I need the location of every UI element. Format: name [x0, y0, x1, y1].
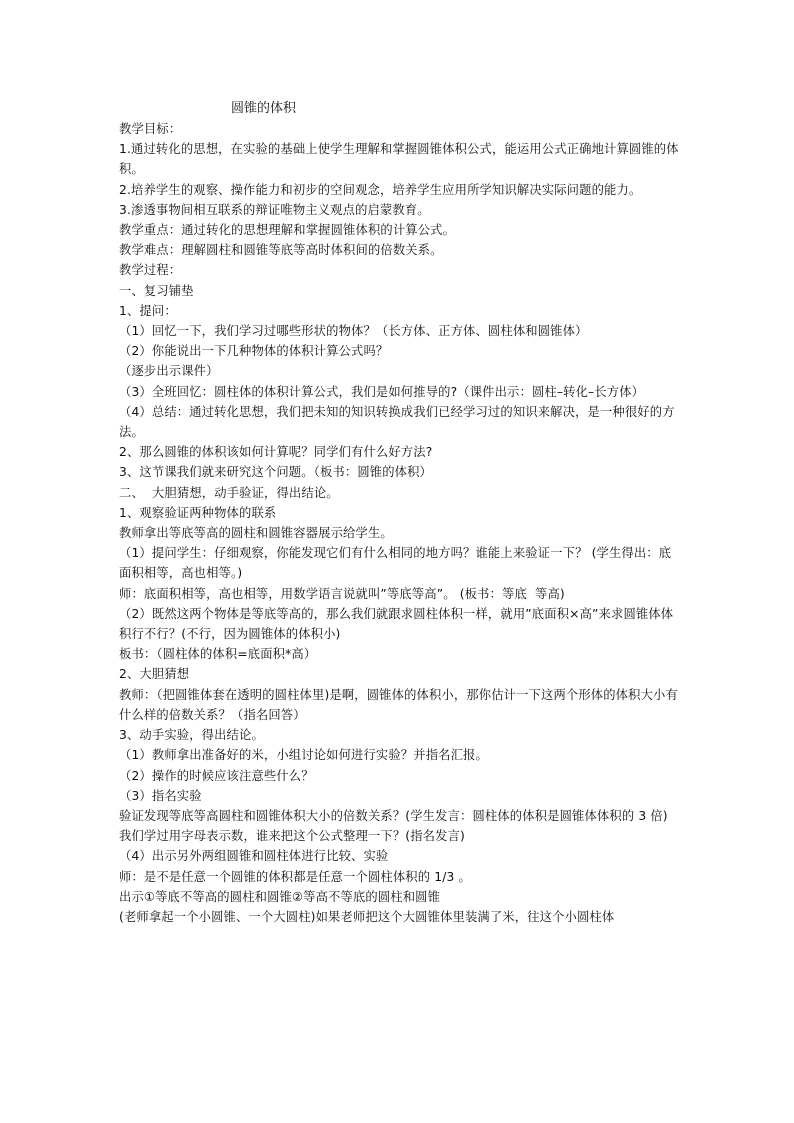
paragraph-line: 教师拿出等底等高的圆柱和圆锥容器展示给学生。: [119, 526, 393, 541]
paragraph-line: 2.培养学生的观察、操作能力和初步的空间观念，培养学生应用所学知识解决实际问题的能力。: [119, 182, 642, 197]
paragraph-line: 教学重点：通过转化的思想理解和掌握圆锥体积的计算公式。: [119, 223, 456, 238]
paragraph-line: 验证发现等底等高圆柱和圆锥体积大小的倍数关系？(学生发言：圆柱体的体积是圆锥体体积的 3 倍): [119, 808, 668, 823]
paragraph-line: （1）教师拿出准备好的米，小组讨论如何进行实验？并指名汇报。: [119, 748, 488, 763]
paragraph-line: 教学过程：: [119, 263, 182, 278]
paragraph-line: （逐步出示课件）: [119, 364, 219, 379]
document-page: [119, 99, 679, 927]
paragraph-line: 2、大胆猜想: [119, 667, 190, 682]
paragraph-line: 3.渗透事物间相互联系的辩证唯物主义观点的启蒙教育。: [119, 202, 430, 217]
document-title: 圆锥的体积: [231, 101, 297, 116]
paragraph-line: （2）既然这两个物体是等底等高的，那么我们就跟求圆柱体积一样，就用”底面积×高”来求圆锥体体积行不行？(不行，因为圆锥体的体积小): [119, 606, 674, 642]
paragraph-line: （2）你能说出一下几种物体的体积计算公式吗？: [119, 344, 389, 359]
paragraph-line: （1）回忆一下，我们学习过哪些形状的物体？（长方体、正方体、圆柱体和圆锥体）: [119, 324, 588, 339]
paragraph-line: 1、观察验证两种物体的联系: [119, 505, 277, 520]
paragraph-line: (老师拿起一个小圆锥、一个大圆柱)如果老师把这个大圆锥体里装满了米，往这个小圆柱体: [119, 909, 615, 924]
paragraph-line: （4）出示另外两组圆锥和圆柱体进行比较、实验: [119, 849, 389, 864]
paragraph-line: （2）操作的时候应该注意些什么？: [119, 768, 314, 783]
paragraph-line: （1）提问学生：仔细观察，你能发现它们有什么相同的地方吗？谁能上来验证一下？ (学生得出：底面积相等，高也相等。): [119, 546, 672, 581]
paragraph-line: 教学难点：理解圆柱和圆锥等底等高时体积间的倍数关系。: [119, 243, 443, 258]
paragraph-line: 3、动手实验，得出结论。: [119, 728, 264, 743]
paragraph-line: 师：是不是任意一个圆锥的体积都是任意一个圆柱体积的 1/3 。: [119, 869, 471, 884]
paragraph-line: 教师：（把圆锥体套在透明的圆柱体里)是啊，圆锥体的体积小，那你估计一下这两个形体的体积大小有什么样的倍数关系？（指名回答）: [119, 687, 678, 722]
paragraph-line: 2、那么圆锥的体积该如何计算呢？同学们有什么好方法?: [119, 445, 433, 460]
paragraph-line: （3）指名实验: [119, 788, 202, 803]
paragraph-line: 师：底面积相等，高也相等，用数学语言说就叫”等底等高”。 (板书：等底 等高): [119, 586, 565, 601]
paragraph-line: 1、提问：: [119, 303, 177, 318]
paragraph-line: （4）总结：通过转化思想，我们把未知的知识转换成我们已经学习过的知识来解决，是一种很好的方法。: [119, 404, 675, 440]
paragraph-line: 一、复习铺垫: [119, 283, 194, 298]
paragraph-line: 我们学过用字母表示数，谁来把这个公式整理一下？(指名发言): [119, 829, 465, 844]
paragraph-line: 二、 大胆猜想，动手验证，得出结论。: [119, 485, 339, 500]
paragraph-line: 教学目标：: [119, 122, 182, 136]
paragraph-line: 出示①等底不等高的圆柱和圆锥②等高不等底的圆柱和圆锥: [119, 889, 441, 904]
paragraph-line: 1.通过转化的思想，在实验的基础上使学生理解和掌握圆锥体积公式，能运用公式正确地计算圆锥的体积。: [119, 142, 679, 177]
paragraph-line: 3、这节课我们就来研究这个问题。（板书：圆锥的体积）: [119, 465, 432, 480]
document-body: [119, 119, 679, 927]
paragraph-line: 板书：（圆柱体的体积=底面积*高）: [119, 647, 317, 662]
paragraph-line: （3）全班回忆：圆柱体的体积计算公式，我们是如何推导的?（课件出示：圆柱–转化–长方体）: [119, 384, 645, 399]
